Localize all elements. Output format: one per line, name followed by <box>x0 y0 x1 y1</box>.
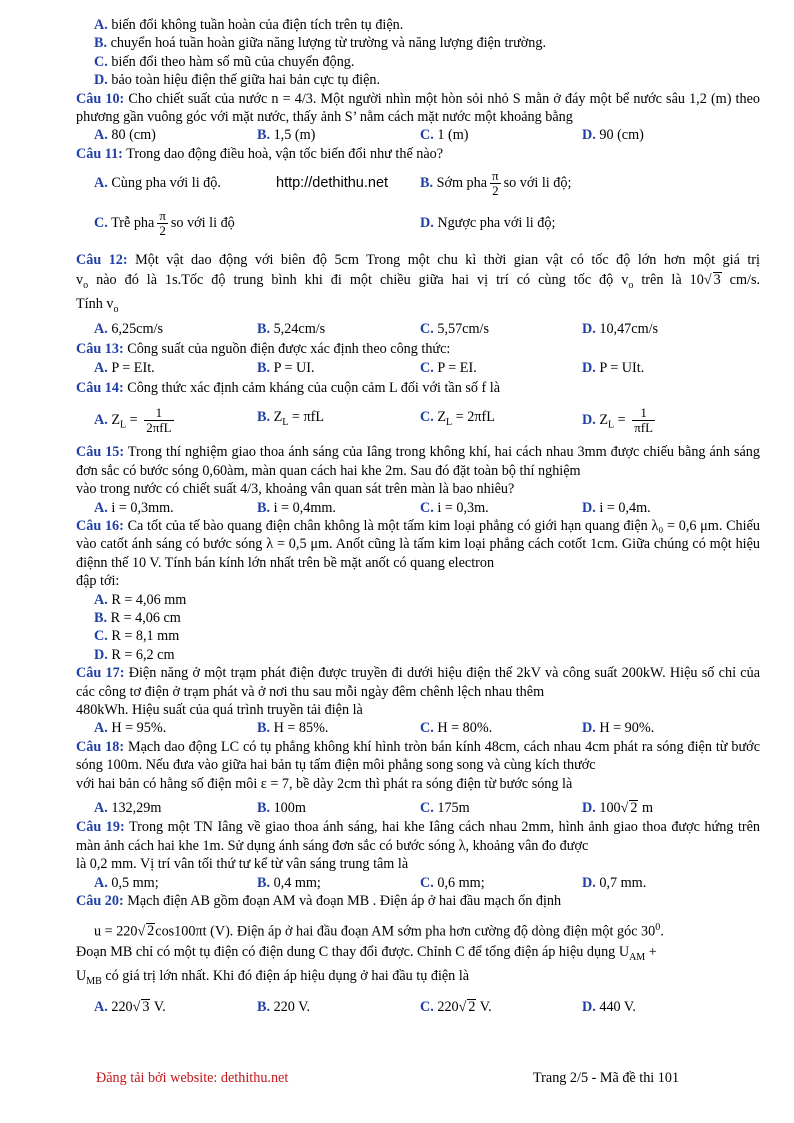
question-14-options <box>76 397 760 443</box>
q14-option-b: B. $Z_L = \pi fL$ <box>257 409 324 429</box>
q18-option-a: A. 132,29m <box>94 800 162 817</box>
q18-option-b: B. 100m <box>257 800 306 817</box>
q20-option-d: D. 440 V. <box>582 998 636 1015</box>
footer-source-link[interactable]: Đăng tải bởi website: dethithu.net <box>96 1070 289 1086</box>
q10-option-d: D. 90 (cm) <box>582 127 644 144</box>
q17-option-d: D. H = 90%. <box>582 720 655 737</box>
q10-option-c: C. 1 (m) <box>420 127 469 144</box>
q19-option-b: B. 0,4 mm; <box>257 874 321 891</box>
question-19-options <box>76 874 760 892</box>
question-13-options <box>76 359 760 377</box>
question-10-options <box>76 126 760 144</box>
q12-option-b: B. 5,24cm/s <box>257 320 326 337</box>
question-20-options <box>76 996 760 1019</box>
q15-option-b: B. i = 0,4mm. <box>257 499 336 516</box>
q11-option-a: A. Cùng pha với li độ. <box>94 174 221 191</box>
q16-option-b: B. R = 4,06 cm <box>94 610 181 626</box>
q12-line-3: Tính $v_o$ <box>76 296 119 316</box>
question-17: Câu 17: Điện năng ở một trạm phát điện được truyền đi dưới hiệu điện thế 2kV và công suất 200kW. Hiệu số chỉ của các công tơ điện ở trạm phát và ở nơi thu sau mỗi ngày đêm chênh lệch nhau thêm <box>76 665 760 700</box>
q11-row-2 <box>76 203 760 243</box>
q10-option-a: A. 80 (cm) <box>94 127 156 144</box>
q15-option-c: C. i = 0,3m. <box>420 499 489 516</box>
question-17-options <box>76 719 760 737</box>
question-18: Câu 18: Mạch dao động LC có tụ phẳng không khí hình tròn bán kính 48cm, cách nhau 4cm phát ra sóng điện từ bước sóng 100m. Nếu đưa vào giữa hai bản tụ tấm điện môi phẳng song song và cùng kích thước <box>76 738 760 774</box>
question-20: Câu 20: Mạch điện AB gồm đoạn AM và đoạn MB . Điện áp ở hai đầu mạch ổn định <box>76 893 562 910</box>
q20-option-c: C. 220√ 2 V. <box>420 998 492 1015</box>
q16-option-a: A. R = 4,06 mm <box>94 591 187 608</box>
q17-last-line: 480kWh. Hiệu suất của quá trình truyền tải điện là <box>76 702 363 719</box>
question-15-options <box>76 499 760 517</box>
q15-option-a: A. i = 0,3mm. <box>94 499 174 516</box>
footer-page-number: Trang 2/5 - Mã đề thi 101 <box>533 1070 680 1086</box>
q18-option-d: D. 100√ 2 m <box>582 800 653 817</box>
q20-option-a: A. 220√ 3 V. <box>94 998 166 1015</box>
q14-option-c: C. $Z_L = 2\pi fL$ <box>420 409 495 429</box>
question-19: Câu 19: Trong một TN Iâng về giao thoa ánh sáng, hai khe Iâng cách nhau 2mm, hình ảnh giao thoa được hứng trên màn ảnh cách hai khe 1m. Sử dụng ánh sáng đơn sắc có bước sóng λ, khoảng vân đo được <box>76 819 760 854</box>
q11-option-d: D. Ngược pha với li độ; <box>420 214 556 231</box>
q12-option-d: D. 10,47cm/s <box>582 320 659 337</box>
q18-option-c: C. 175m <box>420 800 470 817</box>
q12-line-2: $v_o$ nào đó là 1s.Tốc độ trung bình khi đi một chiều giữa hai vị trí có cùng tốc độ $v_o$ trên là 10√ 3 cm/s. <box>76 271 761 291</box>
watermark-url: http://dethithu.net <box>276 175 389 192</box>
q13-option-a: A. P = EIt. <box>94 359 155 376</box>
q16-last-line: đập tới: <box>76 573 120 590</box>
q10-option-b: B. 1,5 (m) <box>257 127 316 144</box>
question-12: Câu 12: Một vật dao động với biên độ 5cm Trong một chu kì thời gian vật có tốc độ lớn hơn một giá trị <box>76 252 760 269</box>
q12-option-a: A. 6,25cm/s <box>94 320 163 337</box>
option-b: B. chuyển hoá tuần hoàn giữa năng lượng từ trường và năng lượng điện trường. <box>94 35 547 52</box>
question-10: Câu 10: Cho chiết suất của nước n = 4/3. Một người nhìn một hòn sỏi nhỏ S mằn ở đáy một bể nước sâu 1,2 (m) theo phương gần vuông góc với mặt nước, thấy ảnh S’ nằm cách mặt nước một khoảng bằng <box>76 90 760 126</box>
question-13: Câu 13: Công suất của nguồn điện được xác định theo công thức: <box>76 341 451 358</box>
q12-option-c: C. 5,57cm/s <box>420 320 489 337</box>
q17-option-c: C. H = 80%. <box>420 720 493 737</box>
q14-option-d: D. $Z_L$ = $\frac{1}{\text{πfL}}$ <box>582 404 654 435</box>
q20-line-2: u = 220√ 2cos100πt (V). Điện áp ở hai đầu đoạn AM sớm pha hơn cường độ dòng điện một góc $30^0$. <box>94 921 664 940</box>
q20-line-4: $U_{MB}$ có giá trị lớn nhất. Khi đó điện áp hiệu dụng ở hai đầu tụ điện là <box>76 968 470 988</box>
question-16: Câu 16: Ca tốt của tế bào quang điện chân không là một tấm kim loại phẳng có giới hạn quang điện λ₀ = 0,6 μm. Chiếu vào catốt ánh sáng có bước sóng λ = 0,5 μm. Anốt cũng là tấm kim loại phẳng cách cotốt 1cm. Giữa chúng có một hiệu điệnn thế 10 V. Tính bán kính lớn nhất trên bề mặt anốt có quang electron <box>76 517 760 571</box>
question-12-options <box>76 320 760 338</box>
q15-option-d: D. i = 0,4m. <box>582 499 651 516</box>
option-d: D. bảo toàn hiệu điện thế giữa hai bản cực tụ điện. <box>94 72 381 89</box>
q19-last-line: là 0,2 mm. Vị trí vân tối thứ tư kể từ vân sáng trung tâm là <box>76 856 409 873</box>
question-14: Câu 14: Công thức xác định cảm kháng của cuộn cảm L đối với tần số f là <box>76 379 501 396</box>
question-18-options <box>76 799 760 818</box>
q20-option-b: B. 220 V. <box>257 998 311 1015</box>
q16-option-d: D. R = 6,2 cm <box>94 646 175 663</box>
question-11: Câu 11: Trong dao động điều hoà, vận tốc biến đổi như thế nào? <box>76 145 444 162</box>
exam-page <box>76 16 760 1019</box>
q17-option-a: A. H = 95%. <box>94 720 167 737</box>
option-c: C. biến đổi theo hàm số mũ của chuyển động. <box>94 53 355 70</box>
q14-option-a: A. $Z_L$ = $\frac{1}{\text{2πfL}}$ <box>94 404 172 435</box>
q13-option-b: B. P = UI. <box>257 359 315 376</box>
q19-option-d: D. 0,7 mm. <box>582 874 647 891</box>
q17-option-b: B. H = 85%. <box>257 720 329 737</box>
q11-row-1 <box>76 163 760 203</box>
q18-last-line: với hai bản có hằng số điện môi ε = 7, bề dày 2cm thì phát ra sóng điện từ bước sóng là <box>76 775 573 792</box>
q13-option-d: D. P = UIt. <box>582 359 645 376</box>
q11-option-c: C. Trễ pha $\frac{\pi}{2}$ so với li độ <box>94 207 235 238</box>
q19-option-a: A. 0,5 mm; <box>94 874 159 891</box>
q15-last-line: vào trong nước có chiết suất 4/3, khoảng vân quan sát trên màn là bao nhiêu? <box>76 481 515 498</box>
q16-option-c: C. R = 8,1 mm <box>94 628 180 645</box>
option-a: A. biến đổi không tuần hoàn của điện tích trên tụ điện. <box>94 17 404 33</box>
q19-option-c: C. 0,6 mm; <box>420 874 485 891</box>
q11-option-b: B. Sớm pha $\frac{\pi}{2}$ so với li độ; <box>420 167 572 198</box>
q20-line-3: Đoạn MB chỉ có một tụ điện có điện dung C thay đổi được. Chỉnh C để tổng điện áp hiệu dụng $U_{AM}$ + <box>76 944 657 964</box>
q13-option-c: C. P = EI. <box>420 359 477 376</box>
question-15: Câu 15: Trong thí nghiệm giao thoa ánh sáng của Iâng trong không khí, hai cách nhau 3mm được chiếu bằng ánh sáng đơn sắc có bước sóng 0,60àm, màn quan cách hai khe 2m. Sau đó đặt toàn bộ thí nghiệm <box>76 444 760 479</box>
